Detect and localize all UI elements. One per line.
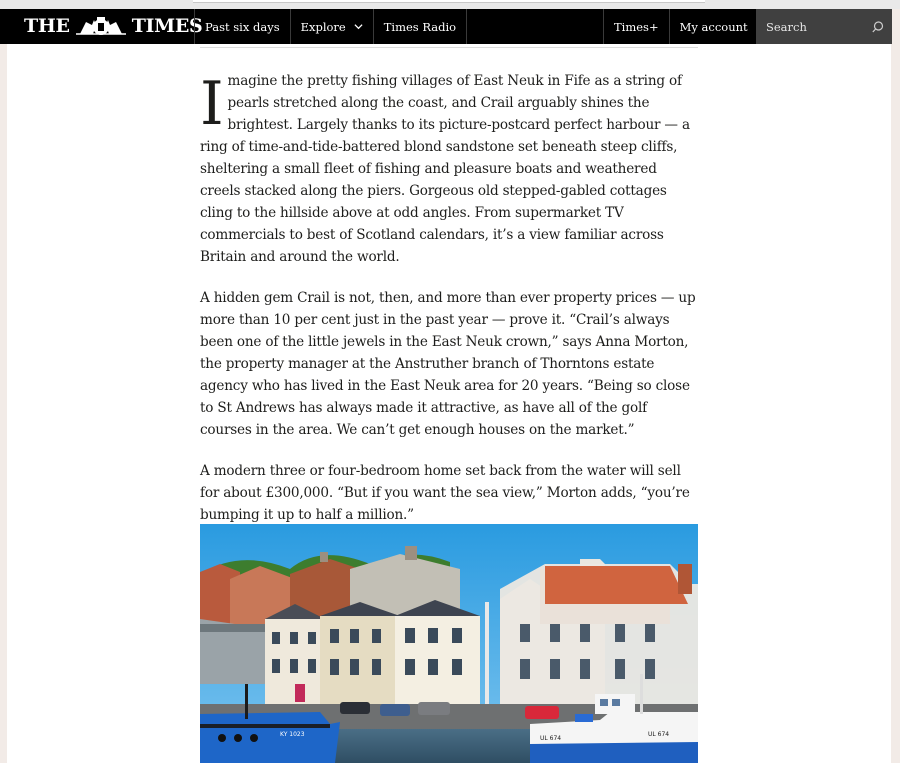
divider	[200, 47, 698, 48]
search-icon[interactable]	[872, 21, 884, 33]
nav-times-plus[interactable]	[603, 9, 669, 44]
crail-harbour-image	[200, 524, 698, 763]
times-logo[interactable]	[24, 14, 202, 38]
primary-nav	[194, 9, 467, 44]
nav-label: Times+	[614, 19, 659, 34]
drop-cap: I	[200, 69, 224, 139]
boat-label: KY 1023	[280, 731, 305, 738]
nav-times-radio[interactable]	[373, 9, 467, 44]
nav-label: Past six days	[205, 19, 280, 34]
boat-label: UL 674	[540, 735, 562, 742]
article-photo	[200, 524, 698, 763]
nav-label: My account	[679, 19, 748, 34]
browser-tab[interactable]	[193, 0, 705, 3]
article-paragraph: A modern three or four-bedroom home set back from the water will sell for about £300,000. “But if you want the sea view,” Morton adds, “you’re bumping it up to half a million.”	[200, 463, 690, 523]
nav-label: Explore	[300, 19, 346, 34]
browser-tab-strip	[0, 0, 900, 9]
boat-label: UL 674	[648, 731, 670, 738]
logo-text-left: THE	[24, 15, 70, 37]
article-paragraph	[200, 70, 698, 268]
royal-crest-icon	[74, 16, 128, 36]
article-body	[200, 70, 698, 545]
article-paragraph: A hidden gem Crail is not, then, and more than ever property prices — up more than 10 per cent just in the past year — prove it. “Crail’s always been one of the little jewels in the East Neuk crown,” says Anna Morton, the property manager at the Anstruther branch of Thorntons estate agency who has lived in the East Neuk area for 20 years. “Being so close to St Andrews has always made it attractive, as have all of the golf courses in the area. We can’t get enough houses on the market.”	[200, 290, 696, 438]
paragraph-text: magine the pretty fishing villages of East Neuk in Fife as a string of pearls stretched along the coast, and Crail arguably shines the brightest. Largely thanks to its picture-postcard perfect harbour — a ring of time-and-tide-battered blond sandstone set beneath steep cliffs, sheltering a small fleet of fishing and pleasure boats and weathered creels stacked along the piers. Gorgeous old stepped-gabled cottages cling to the hillside above at odd angles. From supermarket TV commercials to best of Scotland calendars, it’s a view familiar across Britain and around the world.	[200, 73, 690, 265]
logo-text-right: TIMES	[131, 15, 203, 37]
search-input[interactable]	[756, 19, 868, 35]
search-box	[756, 9, 892, 44]
site-header	[0, 9, 892, 44]
chevron-down-icon	[354, 22, 363, 31]
nav-label: Times Radio	[383, 19, 457, 34]
account-nav	[603, 9, 775, 44]
nav-past-six-days[interactable]	[194, 9, 290, 44]
nav-explore[interactable]	[290, 9, 373, 44]
